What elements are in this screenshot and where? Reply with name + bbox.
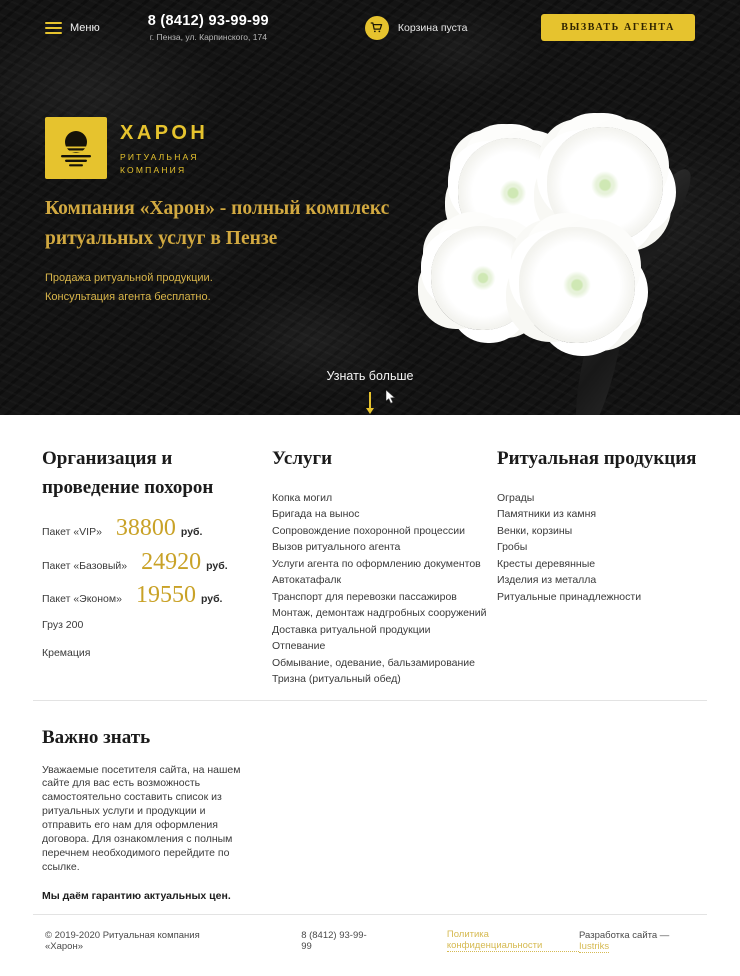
developer-link[interactable]: Iustriks <box>579 940 610 952</box>
page-title: Компания «Харон» - полный комплекс ритуальных услуг в Пензе <box>45 198 390 250</box>
catalog-section <box>0 415 740 700</box>
service-item: Сопровождение похоронной процессии <box>272 524 465 537</box>
products-list <box>497 490 698 606</box>
cart-icon <box>365 16 389 40</box>
service-item: Отпевание <box>272 640 326 652</box>
package-currency: руб. <box>206 559 228 572</box>
package-currency: руб. <box>200 593 223 606</box>
package-currency: руб. <box>180 526 203 538</box>
service-item: Обмывание, одевание, бальзамирование <box>272 656 475 669</box>
package-price: 24920 <box>141 548 202 575</box>
package-label: Пакет «Эконом» <box>42 593 122 606</box>
packages-title: Организация и проведение похорон <box>42 448 214 498</box>
service-item: Бригада на вынос <box>272 508 360 520</box>
mouse-cursor <box>386 390 397 410</box>
important-title: Важно знать <box>42 726 151 748</box>
footer-phone[interactable]: 8 (8412) 93-99-99 <box>301 929 367 952</box>
service-item: Услуги агента по оформлению документов <box>272 557 481 570</box>
cart-button[interactable] <box>365 16 468 40</box>
hamburger-icon <box>45 22 62 34</box>
hero-subtext: Продажа ритуальной продукции. Консультация агента бесплатно. <box>45 272 213 303</box>
service-item: Транспорт для перевозки пассажиров <box>272 590 457 603</box>
chrysanthemum-flower <box>547 127 663 243</box>
packages-column <box>42 445 272 688</box>
package-label: Груз 200 <box>42 618 84 631</box>
products-title: Ритуальная продукция <box>497 448 697 469</box>
logo-title: ХАРОН <box>120 122 209 144</box>
privacy-policy-link[interactable]: Политика конфиденциальности <box>447 929 579 952</box>
service-item: Доставка ритуальной продукции <box>272 623 431 636</box>
package-price: 38800 <box>115 515 176 541</box>
package-label: Кремация <box>42 646 91 659</box>
developer-credit: Разработка сайта — Iustriks <box>579 929 670 952</box>
service-item: Тризна (ритуальный обед) <box>272 673 401 685</box>
package-label: Пакет «Базовый» <box>42 559 128 572</box>
product-item: Ограды <box>497 491 535 504</box>
call-agent-button[interactable]: ВЫЗВАТЬ АГЕНТА <box>541 14 695 41</box>
top-header <box>0 0 740 42</box>
menu-label: Меню <box>70 21 100 34</box>
product-item: Изделия из металла <box>497 574 597 586</box>
hero-section <box>0 0 740 415</box>
chrysanthemum-flower <box>519 227 635 343</box>
logo[interactable] <box>45 117 208 179</box>
service-item: Вызов ритуального агента <box>272 541 401 553</box>
price-guarantee-note: Мы даём гарантию актуальных цен. <box>42 890 231 903</box>
service-item: Копка могил <box>272 491 333 504</box>
important-section <box>0 701 740 915</box>
down-arrow-icon[interactable] <box>369 392 371 408</box>
package-price: 19550 <box>135 582 196 609</box>
hero-text-block <box>45 194 397 306</box>
contact-block <box>148 13 269 42</box>
package-row <box>42 582 272 609</box>
services-column <box>272 445 497 688</box>
copyright-text: © 2019-2020 Ритуальная компания «Харон» <box>45 929 200 952</box>
sun-water-icon <box>45 117 107 179</box>
learn-more-block <box>0 367 740 414</box>
product-item: Венки, корзины <box>497 524 573 537</box>
services-list <box>272 490 497 688</box>
product-item: Гробы <box>497 541 528 553</box>
service-item: Монтаж, демонтаж надгробных сооружений <box>272 607 487 619</box>
products-column <box>497 445 698 688</box>
package-row <box>42 548 272 575</box>
package-label: Пакет «VIP» <box>42 526 102 538</box>
packages-list <box>42 515 272 663</box>
learn-more-link[interactable]: Узнать больше <box>326 369 414 383</box>
product-item: Ритуальные принадлежности <box>497 590 642 603</box>
package-row <box>42 619 272 635</box>
header-phone[interactable]: 8 (8412) 93-99-99 <box>147 13 269 29</box>
cart-status: Корзина пуста <box>397 21 468 34</box>
logo-text <box>120 117 208 179</box>
product-item: Памятники из камня <box>497 508 597 520</box>
product-item: Кресты деревянные <box>497 557 596 570</box>
important-paragraph: Уважаемые посетителя сайта, на нашем сайте для вас есть возможность самостоятельно составить список из ритуальных услуги и продукции и отправить его нам для оформления договора. Для ознакомления с полным перечнем необходимого перейдите по ссылке. <box>42 763 241 874</box>
service-item: Автокатафалк <box>272 574 342 586</box>
package-row <box>42 515 272 541</box>
services-title: Услуги <box>272 448 333 469</box>
header-address: г. Пенза, ул. Карпинского, 174 <box>149 32 267 42</box>
footer <box>0 915 740 976</box>
logo-subtitle: РИТУАЛЬНАЯ КОМПАНИЯ <box>120 152 199 176</box>
menu-button[interactable] <box>45 22 100 34</box>
package-row <box>42 647 272 663</box>
